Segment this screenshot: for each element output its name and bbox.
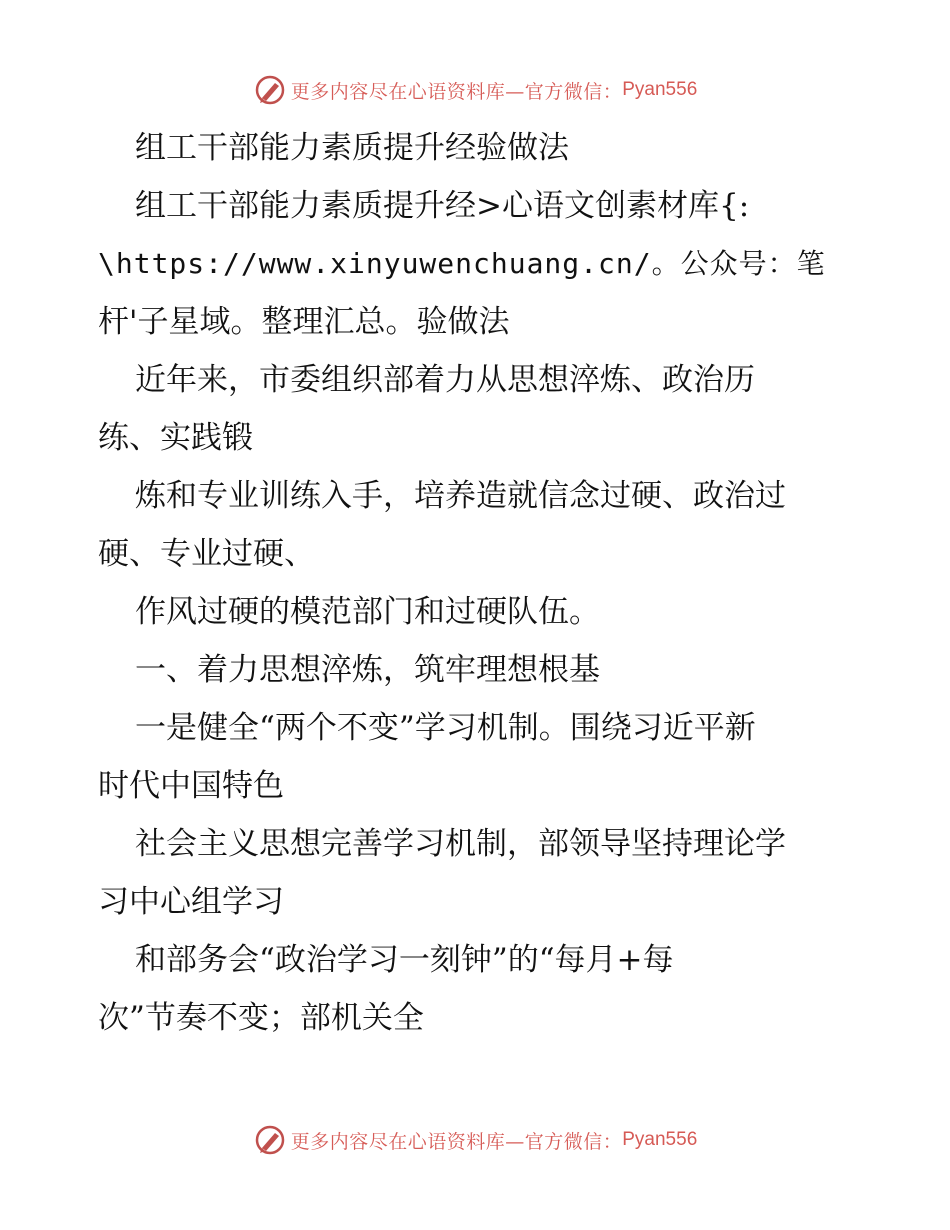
paragraph-line: 次”节奏不变；部机关全 bbox=[98, 1000, 424, 1036]
paragraph-line: 时代中国特色 bbox=[98, 768, 284, 804]
section-heading: 一、着力思想淬炼，筑牢理想根基 bbox=[135, 652, 600, 688]
document-body bbox=[98, 119, 858, 1047]
paragraph-line: 作风过硬的模范部门和过硬队伍。 bbox=[135, 594, 600, 630]
pen-logo-icon bbox=[253, 73, 287, 107]
header-banner-text: 更多内容尽在心语资料库—官方微信： bbox=[290, 80, 623, 103]
paragraph-line: 近年来，市委组织部着力从思想淬炼、政治历 bbox=[135, 362, 755, 398]
document-title: 组工干部能力素质提升经验做法 bbox=[135, 130, 569, 166]
paragraph-line: 社会主义思想完善学习机制，部领导坚持理论学 bbox=[135, 826, 786, 862]
header-banner-wechat-id: Pyan556 bbox=[622, 79, 698, 100]
footer-banner-wechat-id: Pyan556 bbox=[622, 1129, 698, 1150]
footer-banner-text: 更多内容尽在心语资料库—官方微信： bbox=[290, 1130, 623, 1153]
paragraph-line: 炼和专业训练入手，培养造就信念过硬、政治过 bbox=[135, 478, 786, 514]
paragraph-line: 一是健全“两个不变”学习机制。围绕习近平新 bbox=[135, 710, 756, 746]
paragraph-line: 杆'子星域。整理汇总。验做法 bbox=[98, 304, 510, 340]
footer-banner bbox=[0, 1120, 950, 1160]
paragraph-line: 组工干部能力素质提升经>心语文创素材库{: bbox=[135, 188, 750, 224]
paragraph-line: 硬、专业过硬、 bbox=[98, 536, 315, 572]
paragraph-line: 和部务会“政治学习一刻钟”的“每月+每 bbox=[135, 942, 674, 978]
pen-logo-icon bbox=[253, 1123, 287, 1157]
paragraph-line: \https://www.xinyuwenchuang.cn/。公众号：笔 bbox=[98, 247, 826, 280]
paragraph-line: 习中心组学习 bbox=[98, 884, 284, 920]
paragraph-line: 练、实践锻 bbox=[98, 420, 253, 456]
header-banner bbox=[0, 70, 950, 110]
